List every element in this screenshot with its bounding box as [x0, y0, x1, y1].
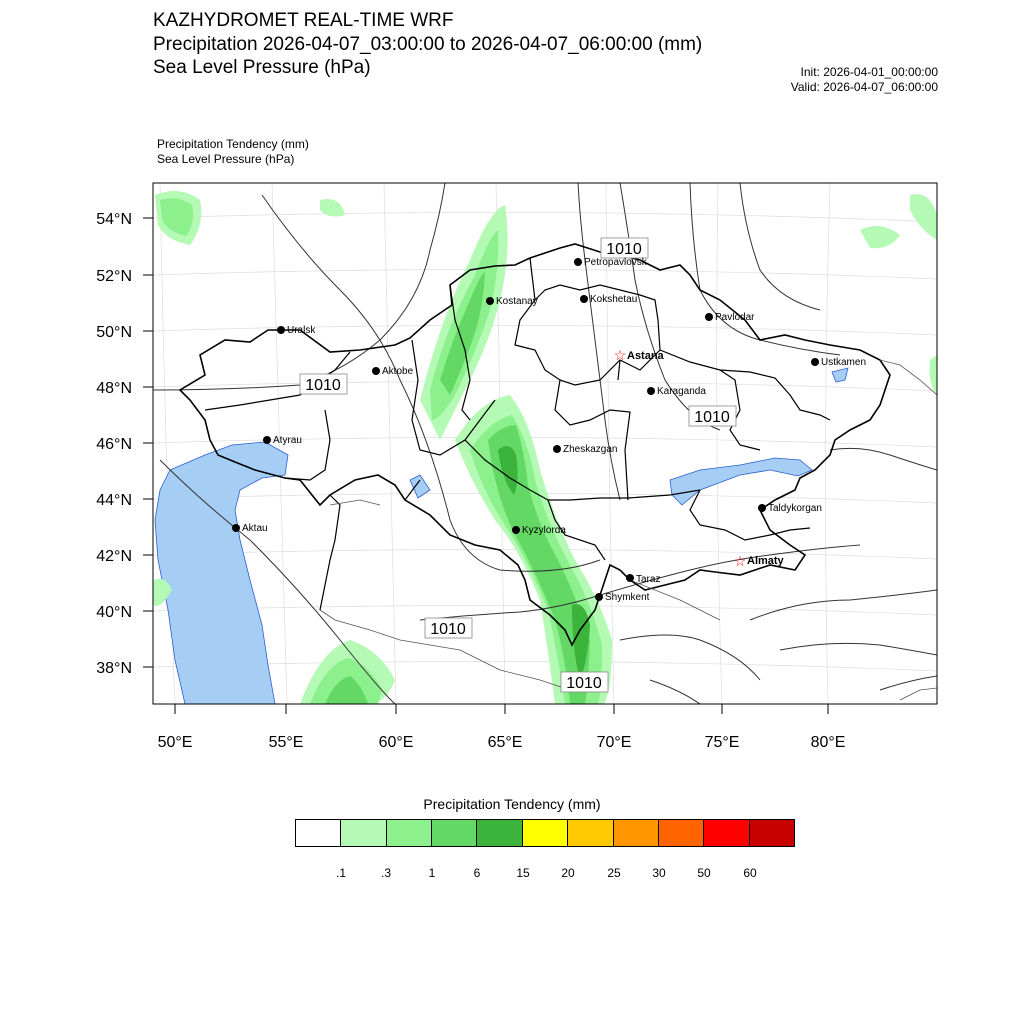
lon-label: 60°E: [378, 734, 414, 751]
lon-labels: [158, 734, 846, 751]
lon-label: 65°E: [487, 734, 523, 751]
colorbar-cell: [614, 820, 659, 846]
contour-label: 1010: [430, 621, 466, 638]
capital-star-icon: ☆: [733, 553, 747, 569]
city-label: Zheskazgan: [563, 444, 618, 455]
colorbar-cell: [523, 820, 568, 846]
lat-label: 48°N: [96, 380, 132, 397]
lat-label: 52°N: [96, 268, 132, 285]
city-dot: [705, 313, 713, 321]
lon-label: 75°E: [704, 734, 740, 751]
city-dot: [580, 295, 588, 303]
city-label: Atyrau: [273, 435, 302, 446]
lat-label: 50°N: [96, 324, 132, 341]
zaysan-lake: [832, 368, 848, 382]
colorbar-cell: [387, 820, 432, 846]
city-dot: [647, 387, 655, 395]
city-dot: [811, 358, 819, 366]
colorbar-label: .1: [335, 866, 346, 880]
city-label: Pavlodar: [715, 312, 755, 323]
city-dot: [372, 367, 380, 375]
city-label: Taldykorgan: [768, 503, 822, 514]
init-time: Init: 2026-04-01_00:00:00: [800, 65, 938, 79]
city-label: Kokshetau: [590, 294, 638, 305]
city-dot: [277, 326, 285, 334]
colorbar-cell: [568, 820, 613, 846]
colorbar-cell: [296, 820, 341, 846]
field-name-precip: Precipitation Tendency (mm): [157, 137, 309, 151]
city-label: Ustkamen: [821, 357, 867, 368]
field-name-slp: Sea Level Pressure (hPa): [157, 152, 295, 166]
colorbar-label: .3: [380, 866, 391, 880]
title-line-1: KAZHYDROMET REAL-TIME WRF: [153, 10, 454, 31]
lat-label: 40°N: [96, 604, 132, 621]
title-line-2: Precipitation 2026-04-07_03:00:00 to 2026-04-07_06:00:00 (mm): [153, 34, 703, 55]
colorbar-cell: [704, 820, 749, 846]
colorbar-cell: [341, 820, 386, 846]
city-dot: [595, 593, 603, 601]
lat-label: 42°N: [96, 548, 132, 565]
city-dot: [263, 436, 271, 444]
colorbar-label: 15: [516, 866, 530, 880]
city-dot: [758, 504, 766, 512]
city-label: Almaty: [747, 555, 784, 567]
contour-label: 1010: [305, 377, 341, 394]
colorbar: [295, 819, 795, 847]
city-label: Petropavlovsk: [584, 257, 647, 268]
lat-labels: [96, 211, 132, 677]
contour-label: 1010: [606, 241, 642, 258]
colorbar-cell: [477, 820, 522, 846]
map-content: [153, 183, 937, 704]
lat-label: 46°N: [96, 436, 132, 453]
city-label: Aktau: [242, 523, 268, 534]
colorbar-title: Precipitation Tendency (mm): [423, 796, 601, 812]
city-label: Shymkent: [605, 592, 650, 603]
city-label: Kostanay: [496, 296, 538, 307]
colorbar-label: 60: [743, 866, 757, 880]
city-dot: [553, 445, 561, 453]
city-dot: [232, 524, 240, 532]
city-dot: [626, 574, 634, 582]
city-dot: [486, 297, 494, 305]
caspian-sea: [155, 442, 288, 704]
capital-star-icon: ☆: [613, 347, 627, 363]
colorbar-cell: [750, 820, 794, 846]
city-label: Karaganda: [657, 386, 706, 397]
colorbar-label: 25: [607, 866, 621, 880]
city-label: Kyzylorda: [522, 525, 566, 536]
colorbar-label: 20: [561, 866, 575, 880]
city-dot: [512, 526, 520, 534]
lon-label: 55°E: [268, 734, 304, 751]
city-label: Aktobe: [382, 366, 414, 377]
colorbar-cell: [432, 820, 477, 846]
lat-label: 44°N: [96, 492, 132, 509]
neighbour-borders: [320, 360, 937, 700]
valid-time: Valid: 2026-04-07_06:00:00: [790, 80, 938, 94]
colorbar-label: 30: [652, 866, 666, 880]
title-line-3: Sea Level Pressure (hPa): [153, 57, 371, 78]
lon-label: 50°E: [157, 734, 193, 751]
contour-label: 1010: [694, 409, 730, 426]
city-dot: [574, 258, 582, 266]
aral-sea: [410, 475, 430, 498]
lon-label: 80°E: [810, 734, 846, 751]
lon-label: 70°E: [596, 734, 632, 751]
lat-label: 38°N: [96, 660, 132, 677]
city-label: Astana: [627, 350, 664, 362]
colorbar-label: 6: [473, 866, 481, 880]
colorbar-cell: [659, 820, 704, 846]
city-label: Taraz: [636, 574, 661, 585]
colorbar-label: 50: [697, 866, 711, 880]
colorbar-label: 1: [428, 866, 436, 880]
lat-label: 54°N: [96, 211, 132, 228]
contour-label: 1010: [566, 675, 602, 692]
city-label: Uralsk: [287, 325, 316, 336]
